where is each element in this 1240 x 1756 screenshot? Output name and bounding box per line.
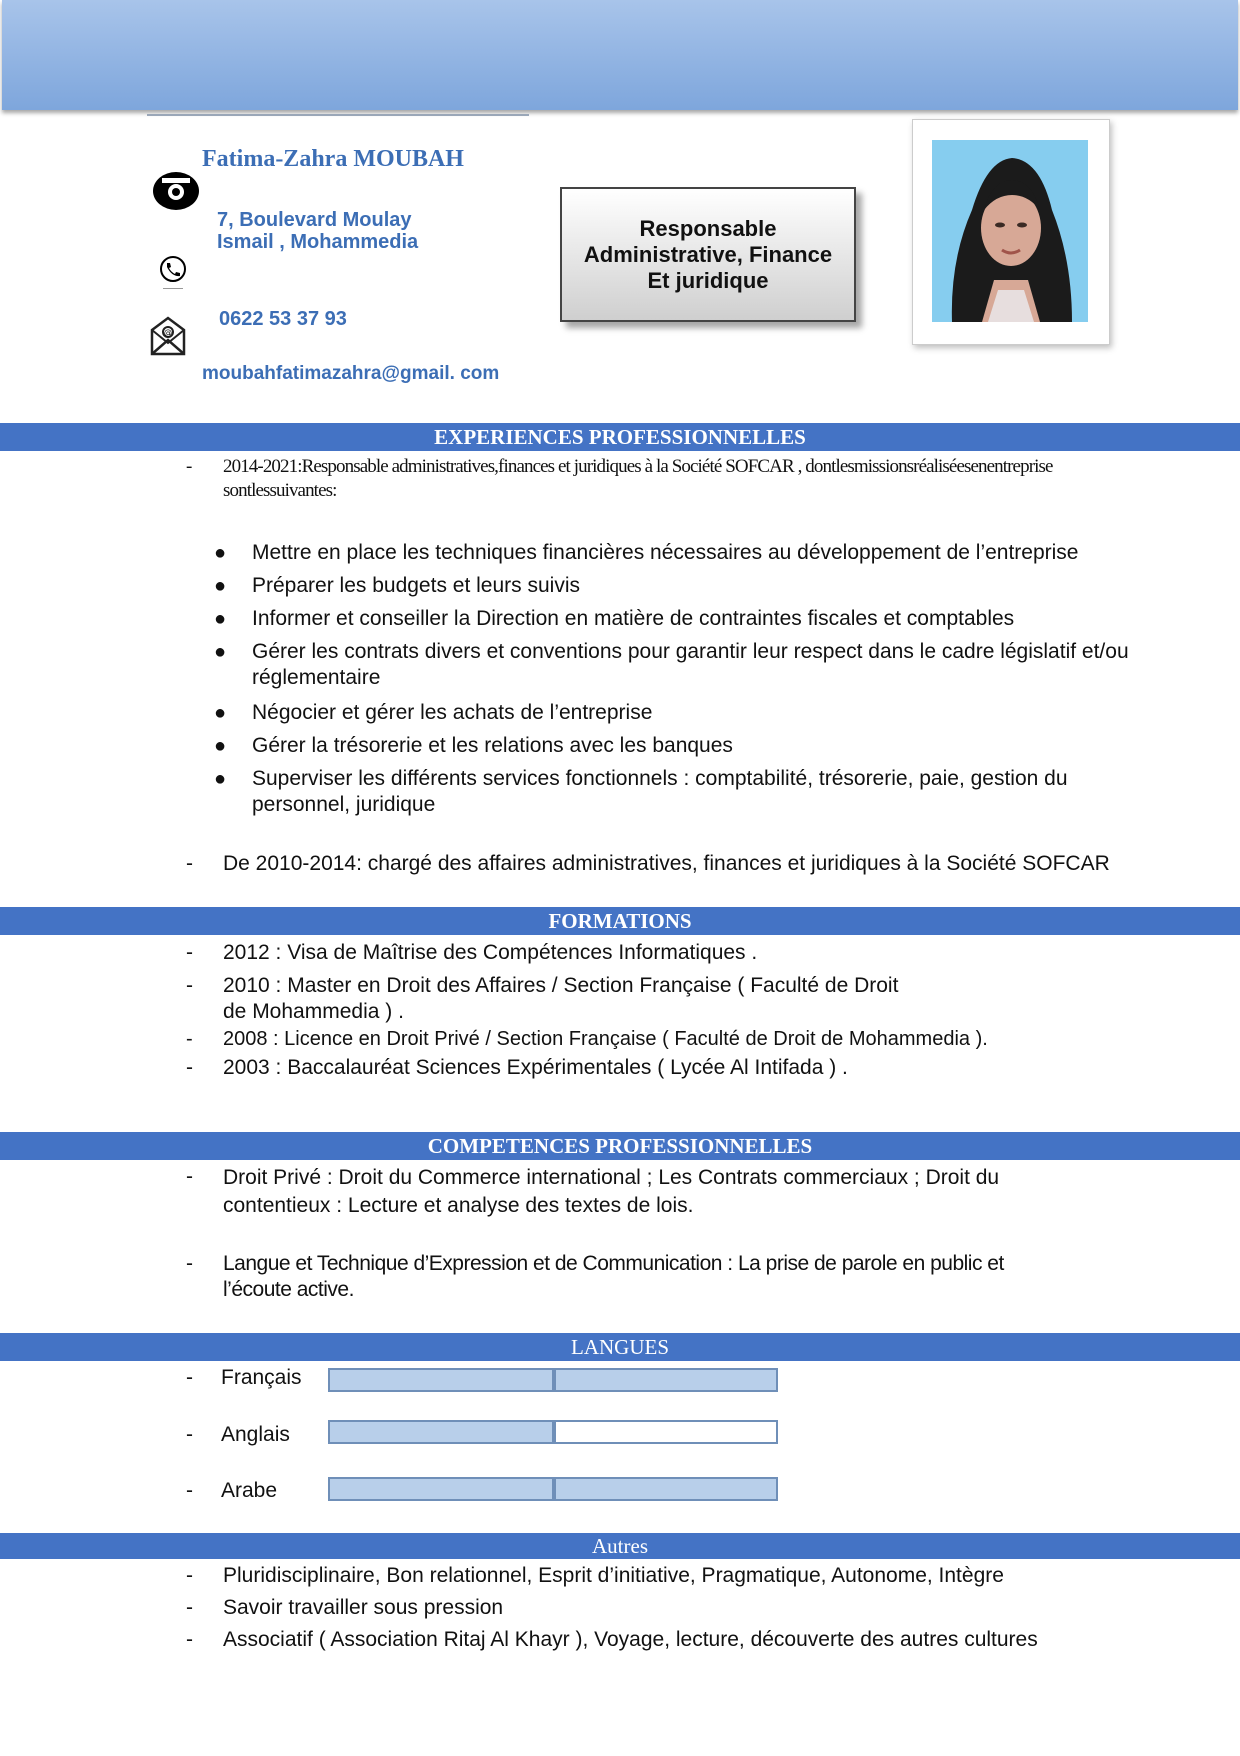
candidate-name: Fatima-Zahra MOUBAH xyxy=(202,146,464,172)
header-banner xyxy=(2,0,1238,110)
language-level-bar xyxy=(328,1420,778,1446)
section-autres: Autres xyxy=(0,1533,1240,1559)
section-formations: FORMATIONS xyxy=(0,907,1240,935)
profile-photo xyxy=(932,140,1088,322)
phone-number: 0622 53 37 93 xyxy=(219,308,347,330)
address-line-2: Ismail , Mohammedia xyxy=(217,231,419,253)
job-title-box xyxy=(560,187,856,322)
location-icon xyxy=(152,170,196,214)
language-level-segment xyxy=(554,1368,778,1392)
language-level-segment xyxy=(554,1420,778,1444)
experience-job-1-line-1: 2014-2021:Responsable administratives,finances et juridiques à la Société SOFCAR , dontlesmissionsréaliséesenentreprise xyxy=(223,456,1053,477)
language-level-segment xyxy=(328,1477,554,1501)
address xyxy=(217,209,418,253)
experience-job-1-line-2: sontlessuivantes: xyxy=(223,480,337,501)
phone-icon xyxy=(158,255,188,295)
language-level-segment xyxy=(328,1420,554,1444)
section-langues: LANGUES xyxy=(0,1333,1240,1361)
job-title-line-3: Et juridique xyxy=(647,267,769,293)
address-line-1: 7, Boulevard Moulay xyxy=(217,209,412,231)
email-link[interactable]: moubahfatimazahra@gmail. com xyxy=(202,363,500,384)
language-level-bar xyxy=(328,1368,778,1394)
section-experiences: EXPERIENCES PROFESSIONNELLES xyxy=(0,423,1240,451)
language-level-segment xyxy=(328,1368,554,1392)
job-title-line-1: Responsable xyxy=(639,215,777,241)
envelope-icon xyxy=(149,314,187,356)
language-level-bar xyxy=(328,1477,778,1503)
svg-text:@: @ xyxy=(164,328,172,337)
section-competences: COMPETENCES PROFESSIONNELLES xyxy=(0,1132,1240,1160)
language-level-segment xyxy=(554,1477,778,1501)
header-divider xyxy=(147,114,529,116)
job-title-line-2: Administrative, Finance xyxy=(583,241,833,267)
